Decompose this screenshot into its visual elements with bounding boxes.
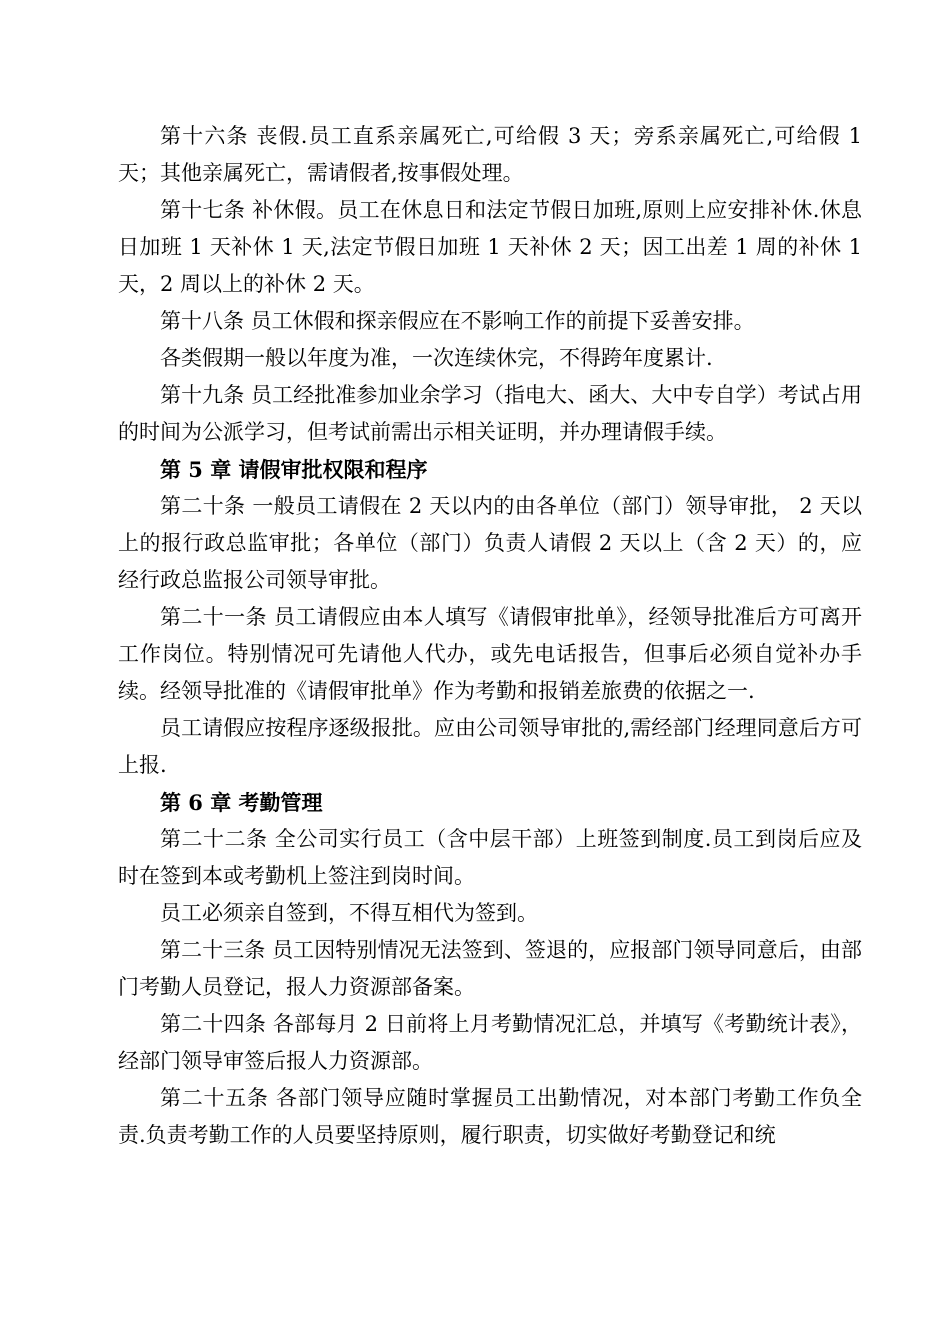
paragraph-sign-in-self: 员工必须亲自签到，不得互相代为签到。 xyxy=(160,901,538,925)
article-18: 第十八条 员工休假和探亲假应在不影响工作的前提下妥善安排。 xyxy=(160,309,755,333)
article-22: 第二十二条 全公司实行员工（含中层干部）上班签到制度.员工到岗后应及时在签到本或考勤机上签注到岗时间。 xyxy=(118,827,862,888)
article-23: 第二十三条 员工因特别情况无法签到、签退的，应报部门领导同意后，由部门考勤人员登记，报人力资源部备案。 xyxy=(118,938,862,999)
article-24: 第二十四条 各部每月 2 日前将上月考勤情况汇总，并填写《考勤统计表》，经部门领导审签后报人力资源部。 xyxy=(118,1012,862,1073)
paragraph-approval-order: 员工请假应按程序逐级报批。应由公司领导审批的,需经部门经理同意后方可上报. xyxy=(118,716,862,777)
document-body xyxy=(118,118,862,1154)
paragraph-leave-year: 各类假期一般以年度为准，一次连续休完，不得跨年度累计. xyxy=(160,346,713,370)
article-16: 第十六条 丧假.员工直系亲属死亡,可给假 3 天；旁系亲属死亡,可给假 1 天；其他亲属死亡，需请假者,按事假处理。 xyxy=(118,124,862,185)
chapter-5-heading: 第 5 章 请假审批权限和程序 xyxy=(160,457,428,482)
article-19: 第十九条 员工经批准参加业余学习（指电大、函大、大中专自学）考试占用的时间为公派学习，但考试前需出示相关证明，并办理请假手续。 xyxy=(118,383,862,444)
chapter-6-heading: 第 6 章 考勤管理 xyxy=(160,790,323,815)
article-20: 第二十条 一般员工请假在 2 天以内的由各单位（部门）领导审批， 2 天以上的报行政总监审批；各单位（部门）负责人请假 2 天以上（含 2 天）的，应经行政总监报公司领导审批。 xyxy=(118,494,862,592)
article-21: 第二十一条 员工请假应由本人填写《请假审批单》，经领导批准后方可离开工作岗位。特别情况可先请他人代办，或先电话报告，但事后必须自觉补办手续。经领导批准的《请假审批单》作为考勤和报销差旅费的依据之一. xyxy=(118,605,862,703)
article-25: 第二十五条 各部门领导应随时掌握员工出勤情况，对本部门考勤工作负全责.负责考勤工作的人员要坚持原则，履行职责，切实做好考勤登记和统 xyxy=(118,1086,862,1147)
article-17: 第十七条 补休假。员工在休息日和法定节假日加班,原则上应安排补休.休息日加班 1 天补休 1 天,法定节假日加班 1 天补休 2 天；因工出差 1 周的补休 1 天，2 周以上的补休 2 天。 xyxy=(118,198,862,296)
